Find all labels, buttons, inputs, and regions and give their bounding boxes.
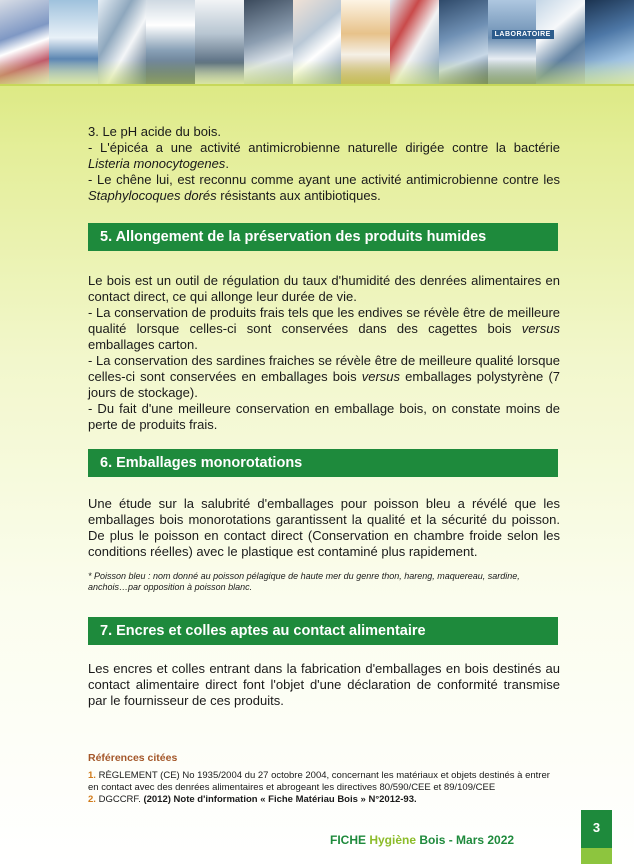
banner-photo-researcher xyxy=(293,0,342,84)
banner-photo-laboratoire-building xyxy=(488,0,551,84)
reference-1: 1. RÈGLEMENT (CE) No 1935/2004 du 27 octobre 2004, concernant les matériaux et objets destinés à entrer en contact avec des denrées alimentaires et abrogeant les directives 80/590/CEE et 89/109/CEE xyxy=(88,770,550,793)
section-5-paragraph-1: Le bois est un outil de régulation du taux d'humidité des denrées alimentaires en contact direct, ce qui allonge leur durée de vie. xyxy=(88,273,560,304)
intro-chene: - Le chêne lui, est reconnu comme ayant une activité antimicrobienne contre les Staphylocoques dorés résistants aux antibiotiques. xyxy=(88,172,560,203)
section-5-paragraph-2: - La conservation de produits frais tels que les endives se révèle être de meilleure qualité lorsque celles-ci sont conservées dans des cagettes bois versus emballages carton. xyxy=(88,305,560,352)
intro-item-3: 3. Le pH acide du bois. xyxy=(88,124,221,139)
section-5-body xyxy=(88,273,560,433)
banner-photo-microscope xyxy=(98,0,147,84)
section-5-paragraph-3: - La conservation des sardines fraiches se révèle être de meilleure qualité lorsque celles-ci sont conservées en emballages bois versus emballages polystyrène (7 jours de stockage). xyxy=(88,353,560,400)
footer-title: FICHE Hygiène Bois - Mars 2022 xyxy=(330,833,515,847)
banner-photo-molecule xyxy=(585,0,634,84)
section-6-body xyxy=(88,496,560,593)
reference-2: 2. DGCCRF. (2012) Note d'information « Fiche Matériau Bois » N°2012-93. xyxy=(88,794,417,805)
page-number-box xyxy=(581,810,612,864)
banner-photo-lab-flasks xyxy=(49,0,98,84)
page-number-accent xyxy=(581,848,612,864)
intro-epicea: - L'épicéa a une activité antimicrobienne naturelle dirigée contre la bactérie Listeria monocytogenes. xyxy=(88,140,560,171)
banner-lab-sign: LABORATOIRE xyxy=(492,30,554,39)
section-7-body xyxy=(88,661,560,709)
banner-photo-lab-equipment xyxy=(244,0,293,84)
banner-photo-lab-benches xyxy=(195,0,244,84)
section-5-heading: 5. Allongement de la préservation des produits humides xyxy=(88,223,558,251)
page-number: 3 xyxy=(592,820,601,835)
banner-photo-test-tubes xyxy=(0,0,49,84)
intro-block xyxy=(88,124,560,204)
section-7-paragraph-1: Les encres et colles entrant dans la fabrication d'emballages en bois destinés au contact alimentaire direct font l'objet d'une déclaration de conformité transmise par le fournisseur de ces produits. xyxy=(88,661,560,708)
section-6-footnote: * Poisson bleu : nom donné au poisson pélagique de haute mer du genre thon, hareng, maquereau, sardine, anchois…par opposition à poisson blanc. xyxy=(88,571,520,592)
banner-photo-technician xyxy=(439,0,488,84)
banner-photo-laboratory xyxy=(146,0,195,84)
references-block xyxy=(88,752,560,806)
references-title: Références citées xyxy=(88,752,178,764)
banner-photo-petri-dishes xyxy=(390,0,439,84)
section-6-heading: 6. Emballages monorotations xyxy=(88,449,558,477)
section-5-paragraph-4: - Du fait d'une meilleure conservation en emballage bois, on constate moins de perte de produits frais. xyxy=(88,401,560,432)
banner-photo-scientist xyxy=(536,0,585,84)
header-banner xyxy=(0,0,634,86)
section-6-paragraph-1: Une étude sur la salubrité d'emballages pour poisson bleu a révélé que les emballages bois monorotations garantissent la qualité et la sécurité du poisson. De plus le poisson en contact direct (Conservation en chambre froide selon les conditions réelles) avec le plastique est contaminé plus rapidement. xyxy=(88,496,560,559)
section-7-heading: 7. Encres et colles aptes au contact alimentaire xyxy=(88,617,558,645)
banner-photo-samples xyxy=(341,0,390,84)
